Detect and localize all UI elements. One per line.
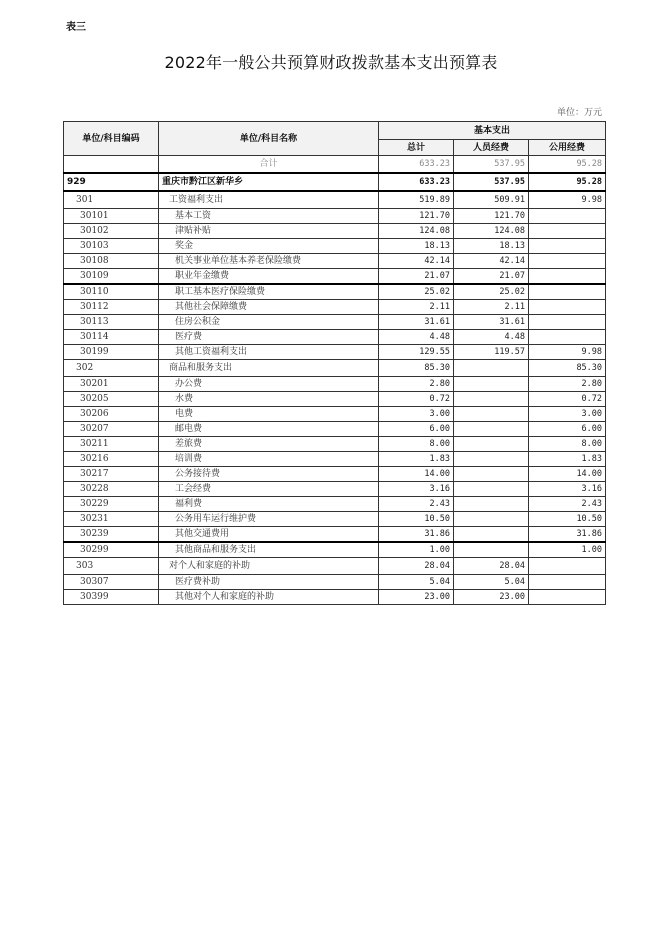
item-row: [64, 467, 606, 482]
row-public: 9.98: [529, 345, 606, 360]
page-title: 2022年一般公共预算财政拨款基本支出预算表: [164, 53, 498, 72]
row-code: 30205: [64, 392, 159, 407]
row-code: 30109: [64, 269, 159, 285]
summary-code: [64, 156, 159, 174]
row-personnel: 28.04: [454, 558, 529, 575]
row-public: 9.98: [529, 191, 606, 209]
row-public: [529, 284, 606, 300]
row-public: [529, 590, 606, 605]
row-code: 30114: [64, 330, 159, 345]
item-row: [64, 482, 606, 497]
row-code: 30112: [64, 300, 159, 315]
item-row: [64, 392, 606, 407]
row-total: 31.61: [379, 315, 454, 330]
row-personnel: [454, 527, 529, 543]
row-name: 奖金: [159, 239, 379, 254]
row-total: 10.50: [379, 512, 454, 527]
row-public: 2.43: [529, 497, 606, 512]
summary-total: 633.23: [379, 156, 454, 174]
row-total: 14.00: [379, 467, 454, 482]
item-row: [64, 407, 606, 422]
table-header: [64, 122, 606, 156]
row-total: 1.00: [379, 542, 454, 558]
row-code: 30103: [64, 239, 159, 254]
row-name: 其他交通费用: [159, 527, 379, 543]
item-row: [64, 239, 606, 254]
row-code: 30113: [64, 315, 159, 330]
row-code: 302: [64, 360, 159, 377]
row-code: 30239: [64, 527, 159, 543]
row-name: 其他工资福利支出: [159, 345, 379, 360]
row-name: 差旅费: [159, 437, 379, 452]
row-total: 0.72: [379, 392, 454, 407]
row-name: 培训费: [159, 452, 379, 467]
row-code: 301: [64, 191, 159, 209]
unit-note: 单位：万元: [556, 108, 602, 118]
row-total: 4.48: [379, 330, 454, 345]
row-name: 津贴补贴: [159, 224, 379, 239]
header-code: 单位/科目编码: [64, 122, 159, 156]
row-personnel: 4.48: [454, 330, 529, 345]
row-public: 1.83: [529, 452, 606, 467]
row-personnel: 124.08: [454, 224, 529, 239]
row-personnel: 21.07: [454, 269, 529, 285]
row-total: 28.04: [379, 558, 454, 575]
row-code: 30399: [64, 590, 159, 605]
item-row: [64, 254, 606, 269]
row-public: [529, 254, 606, 269]
row-personnel: [454, 542, 529, 558]
row-code: 30206: [64, 407, 159, 422]
row-name: 职工基本医疗保险缴费: [159, 284, 379, 300]
row-code: 30102: [64, 224, 159, 239]
row-name: 机关事业单位基本养老保险缴费: [159, 254, 379, 269]
row-name: 职业年金缴费: [159, 269, 379, 285]
row-name: 对个人和家庭的补助: [159, 558, 379, 575]
row-personnel: [454, 482, 529, 497]
header-basic-expenditure: 基本支出: [379, 122, 606, 140]
row-public: 14.00: [529, 467, 606, 482]
row-public: 0.72: [529, 392, 606, 407]
row-total: 2.11: [379, 300, 454, 315]
row-code: 30101: [64, 209, 159, 224]
row-code: 30201: [64, 377, 159, 392]
row-name: 福利费: [159, 497, 379, 512]
row-code: 30110: [64, 284, 159, 300]
row-public: [529, 330, 606, 345]
row-public: [529, 209, 606, 224]
row-code: 30207: [64, 422, 159, 437]
row-code: 30228: [64, 482, 159, 497]
row-personnel: [454, 497, 529, 512]
item-row: [64, 590, 606, 605]
row-public: 85.30: [529, 360, 606, 377]
row-public: [529, 300, 606, 315]
row-name: 水费: [159, 392, 379, 407]
row-personnel: 42.14: [454, 254, 529, 269]
row-code: 30211: [64, 437, 159, 452]
item-row: [64, 512, 606, 527]
item-row: [64, 224, 606, 239]
unit-code: 929: [64, 173, 159, 191]
row-name: 其他对个人和家庭的补助: [159, 590, 379, 605]
item-row: [64, 497, 606, 512]
unit-public: 95.28: [529, 173, 606, 191]
row-code: 30108: [64, 254, 159, 269]
row-total: 85.30: [379, 360, 454, 377]
row-name: 医疗费补助: [159, 575, 379, 590]
category-row: [64, 360, 606, 377]
summary-public: 95.28: [529, 156, 606, 174]
row-total: 25.02: [379, 284, 454, 300]
header-public: 公用经费: [529, 140, 606, 156]
row-personnel: 5.04: [454, 575, 529, 590]
category-row: [64, 558, 606, 575]
row-public: 31.86: [529, 527, 606, 543]
unit-personnel: 537.95: [454, 173, 529, 191]
summary-personnel: 537.95: [454, 156, 529, 174]
row-public: [529, 575, 606, 590]
row-total: 31.86: [379, 527, 454, 543]
row-name: 其他商品和服务支出: [159, 542, 379, 558]
row-total: 519.89: [379, 191, 454, 209]
row-personnel: [454, 512, 529, 527]
summary-row: [64, 156, 606, 174]
row-name: 邮电费: [159, 422, 379, 437]
row-code: 30216: [64, 452, 159, 467]
item-row: [64, 437, 606, 452]
row-total: 21.07: [379, 269, 454, 285]
row-public: 6.00: [529, 422, 606, 437]
row-code: 30307: [64, 575, 159, 590]
row-public: 10.50: [529, 512, 606, 527]
row-name: 工会经费: [159, 482, 379, 497]
row-name: 电费: [159, 407, 379, 422]
row-personnel: [454, 452, 529, 467]
row-total: 129.55: [379, 345, 454, 360]
budget-table: [63, 121, 606, 605]
row-personnel: 119.57: [454, 345, 529, 360]
row-code: 30199: [64, 345, 159, 360]
item-row: [64, 315, 606, 330]
item-row: [64, 345, 606, 360]
row-total: 5.04: [379, 575, 454, 590]
header-total: 总计: [379, 140, 454, 156]
row-personnel: [454, 392, 529, 407]
row-code: 30231: [64, 512, 159, 527]
row-public: [529, 269, 606, 285]
row-total: 6.00: [379, 422, 454, 437]
row-name: 医疗费: [159, 330, 379, 345]
row-public: [529, 239, 606, 254]
row-personnel: 31.61: [454, 315, 529, 330]
row-public: 2.80: [529, 377, 606, 392]
row-public: 3.00: [529, 407, 606, 422]
item-row: [64, 452, 606, 467]
row-personnel: [454, 407, 529, 422]
row-personnel: 25.02: [454, 284, 529, 300]
row-total: 1.83: [379, 452, 454, 467]
header-personnel: 人员经费: [454, 140, 529, 156]
item-row: [64, 300, 606, 315]
table-body: [64, 156, 606, 605]
row-code: 303: [64, 558, 159, 575]
unit-row: [64, 173, 606, 191]
item-row: [64, 422, 606, 437]
item-row: [64, 209, 606, 224]
row-personnel: [454, 422, 529, 437]
item-row: [64, 284, 606, 300]
row-public: 8.00: [529, 437, 606, 452]
row-total: 8.00: [379, 437, 454, 452]
item-row: [64, 542, 606, 558]
header-name: 单位/科目名称: [159, 122, 379, 156]
row-total: 124.08: [379, 224, 454, 239]
category-row: [64, 191, 606, 209]
row-name: 基本工资: [159, 209, 379, 224]
summary-label: 合计: [159, 156, 379, 174]
row-personnel: [454, 360, 529, 377]
row-personnel: 121.70: [454, 209, 529, 224]
row-public: [529, 558, 606, 575]
row-personnel: [454, 467, 529, 482]
row-total: 18.13: [379, 239, 454, 254]
row-name: 住房公积金: [159, 315, 379, 330]
row-total: 121.70: [379, 209, 454, 224]
row-personnel: 509.91: [454, 191, 529, 209]
row-name: 公务接待费: [159, 467, 379, 482]
row-name: 办公费: [159, 377, 379, 392]
row-name: 工资福利支出: [159, 191, 379, 209]
item-row: [64, 269, 606, 285]
row-total: 2.43: [379, 497, 454, 512]
unit-total: 633.23: [379, 173, 454, 191]
unit-name: 重庆市黔江区新华乡: [159, 173, 379, 191]
item-row: [64, 527, 606, 543]
item-row: [64, 330, 606, 345]
row-public: [529, 315, 606, 330]
row-personnel: 18.13: [454, 239, 529, 254]
row-total: 2.80: [379, 377, 454, 392]
row-code: 30299: [64, 542, 159, 558]
item-row: [64, 377, 606, 392]
row-total: 3.16: [379, 482, 454, 497]
row-total: 42.14: [379, 254, 454, 269]
row-personnel: [454, 437, 529, 452]
row-total: 23.00: [379, 590, 454, 605]
row-personnel: [454, 377, 529, 392]
row-public: [529, 224, 606, 239]
row-name: 商品和服务支出: [159, 360, 379, 377]
row-personnel: 23.00: [454, 590, 529, 605]
row-total: 3.00: [379, 407, 454, 422]
row-name: 其他社会保障缴费: [159, 300, 379, 315]
item-row: [64, 575, 606, 590]
row-personnel: 2.11: [454, 300, 529, 315]
row-name: 公务用车运行维护费: [159, 512, 379, 527]
row-code: 30217: [64, 467, 159, 482]
row-public: 1.00: [529, 542, 606, 558]
row-public: 3.16: [529, 482, 606, 497]
row-code: 30229: [64, 497, 159, 512]
table-number-label: 表三: [66, 22, 86, 33]
